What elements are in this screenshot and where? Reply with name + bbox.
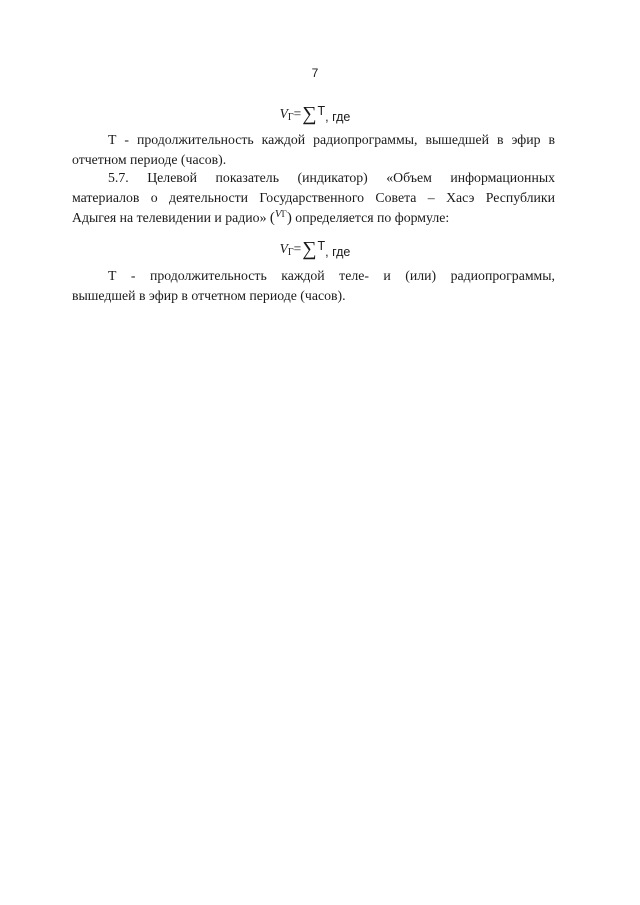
formula-2-equals: =: [293, 241, 302, 256]
paragraph-2-line-3-text: Адыгея на телевидении и радио»: [72, 210, 270, 225]
formula-1: [0, 103, 630, 126]
inline-variable-subscript: Г: [281, 209, 287, 219]
formula-1-equals: =: [293, 106, 302, 121]
paragraph-2: [72, 168, 555, 228]
inline-variable: [275, 208, 287, 220]
paragraph-2-line-3: Адыгея на телевидении и радио» ($^{VГ}$) определяется по формуле:: [72, 208, 450, 226]
formula-1-where: , где: [325, 110, 351, 124]
formula-2-subscript: Г: [287, 247, 294, 258]
paragraph-1-line-1: Т - продолжительность каждой радиопрограммы, вышедшей в эфир в: [108, 132, 555, 147]
formula-2-sum-symbol: ∑: [302, 238, 317, 260]
paragraph-2-line-2: материалов о деятельности Государственного Совета – Хасэ Республики: [72, 190, 555, 205]
paragraph-2-line-3-tail: определяется по формуле:: [291, 210, 450, 225]
paragraph-1: [72, 130, 555, 170]
page-number: 7: [311, 66, 319, 80]
formula-2-term: Т: [317, 239, 326, 253]
formula-1-term: Т: [317, 104, 326, 118]
formula-2-variable: V: [279, 241, 288, 256]
formula-2-where: , где: [325, 245, 351, 259]
formula-1-sum-symbol: ∑: [302, 103, 317, 125]
paragraph-3-line-1: Т - продолжительность каждой теле- и (или) радиопрограммы,: [108, 268, 555, 283]
formula-2: [0, 238, 630, 261]
inline-variable-letter: V: [274, 208, 282, 220]
paragraph-2-line-1: 5.7. Целевой показатель (индикатор) «Объем информационных: [108, 170, 555, 185]
formula-1-variable: V: [279, 106, 288, 121]
paragraph-3-line-2: вышедшей в эфир в отчетном периоде (часов).: [72, 288, 346, 303]
paragraph-1-line-2: отчетном периоде (часов).: [72, 152, 227, 167]
paragraph-3: [72, 266, 555, 306]
formula-1-subscript: Г: [287, 112, 294, 123]
